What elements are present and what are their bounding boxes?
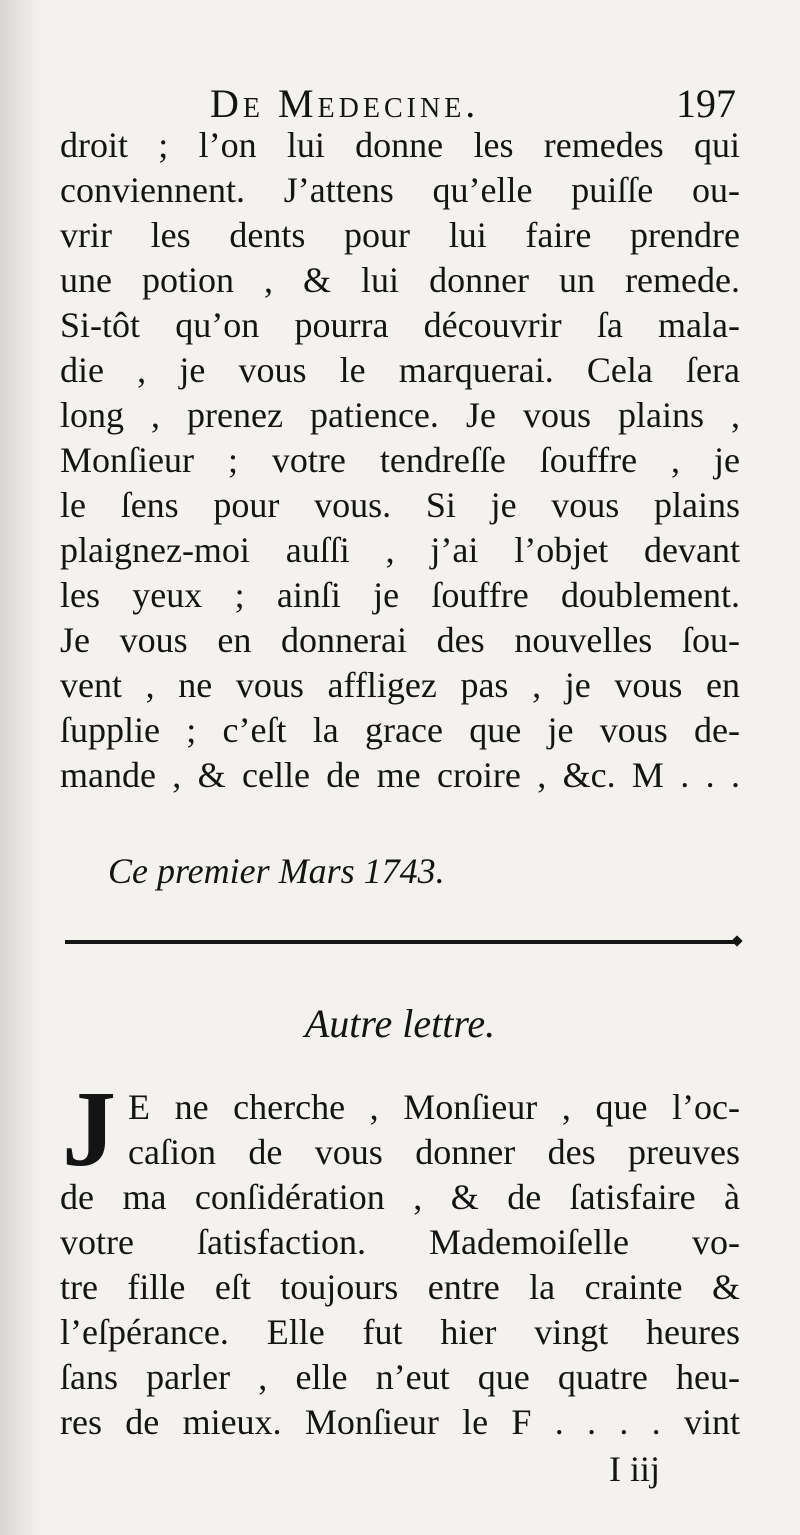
page-gutter-shadow <box>0 0 40 1535</box>
running-head <box>180 80 750 124</box>
text-line: le ſens pour vous. Si je vous plains <box>60 485 740 525</box>
letter-dateline: Ce premier Mars 1743. <box>108 851 445 891</box>
section-divider-rule <box>65 940 735 944</box>
page-number: 197 <box>676 81 736 126</box>
text-line: les yeux ; ainſi je ſouffre doublement. <box>60 575 740 615</box>
text-line: plaignez-moi auſſi , j’ai l’objet devant <box>60 530 740 570</box>
text-line: ſans parler , elle n’eut que quatre heu- <box>60 1357 740 1397</box>
text-line: Monſieur ; votre tendreſſe ſouffre , je <box>60 440 740 480</box>
text-line: votre ſatisfaction. Mademoiſelle vo- <box>60 1222 740 1262</box>
text-line: E ne cherche , Monſieur , que l’oc- <box>128 1087 740 1127</box>
text-line: die , je vous le marquerai. Cela ſera <box>60 350 740 390</box>
text-line: long , prenez patience. Je vous plains , <box>60 395 740 435</box>
text-line: conviennent. J’attens qu’elle puiſſe ou- <box>60 170 740 210</box>
text-line: de ma conſidération , & de ſatisfaire à <box>60 1177 740 1217</box>
letter-text-continued <box>60 123 740 798</box>
text-line: une potion , & lui donner un remede. <box>60 260 740 300</box>
text-line: vrir les dents pour lui faire prendre <box>60 215 740 255</box>
drop-cap: J <box>62 1070 116 1189</box>
text-line: mande , & celle de me croire , &c. M . . . <box>60 755 740 795</box>
signature-mark: I iij <box>609 1449 660 1489</box>
text-line: l’eſpérance. Elle fut hier vingt heures <box>60 1312 740 1352</box>
running-head-title: De Medecine. <box>210 81 480 126</box>
letter-heading: Autre lettre. <box>304 1001 496 1046</box>
text-line: tre fille eſt toujours entre la crainte & <box>60 1267 740 1307</box>
text-line: Si-tôt qu’on pourra découvrir ſa mala- <box>60 305 740 345</box>
text-line: res de mieux. Monſieur le F . . . . vint <box>60 1402 740 1442</box>
text-line: vent , ne vous affligez pas , je vous en <box>60 665 740 705</box>
letter-text-new <box>60 1085 740 1445</box>
text-line: droit ; l’on lui donne les remedes qui <box>60 125 740 165</box>
text-line: ſupplie ; c’eſt la grace que je vous de- <box>60 710 740 750</box>
text-line: caſion de vous donner des preuves <box>128 1132 740 1172</box>
text-line: Je vous en donnerai des nouvelles ſou- <box>60 620 740 660</box>
